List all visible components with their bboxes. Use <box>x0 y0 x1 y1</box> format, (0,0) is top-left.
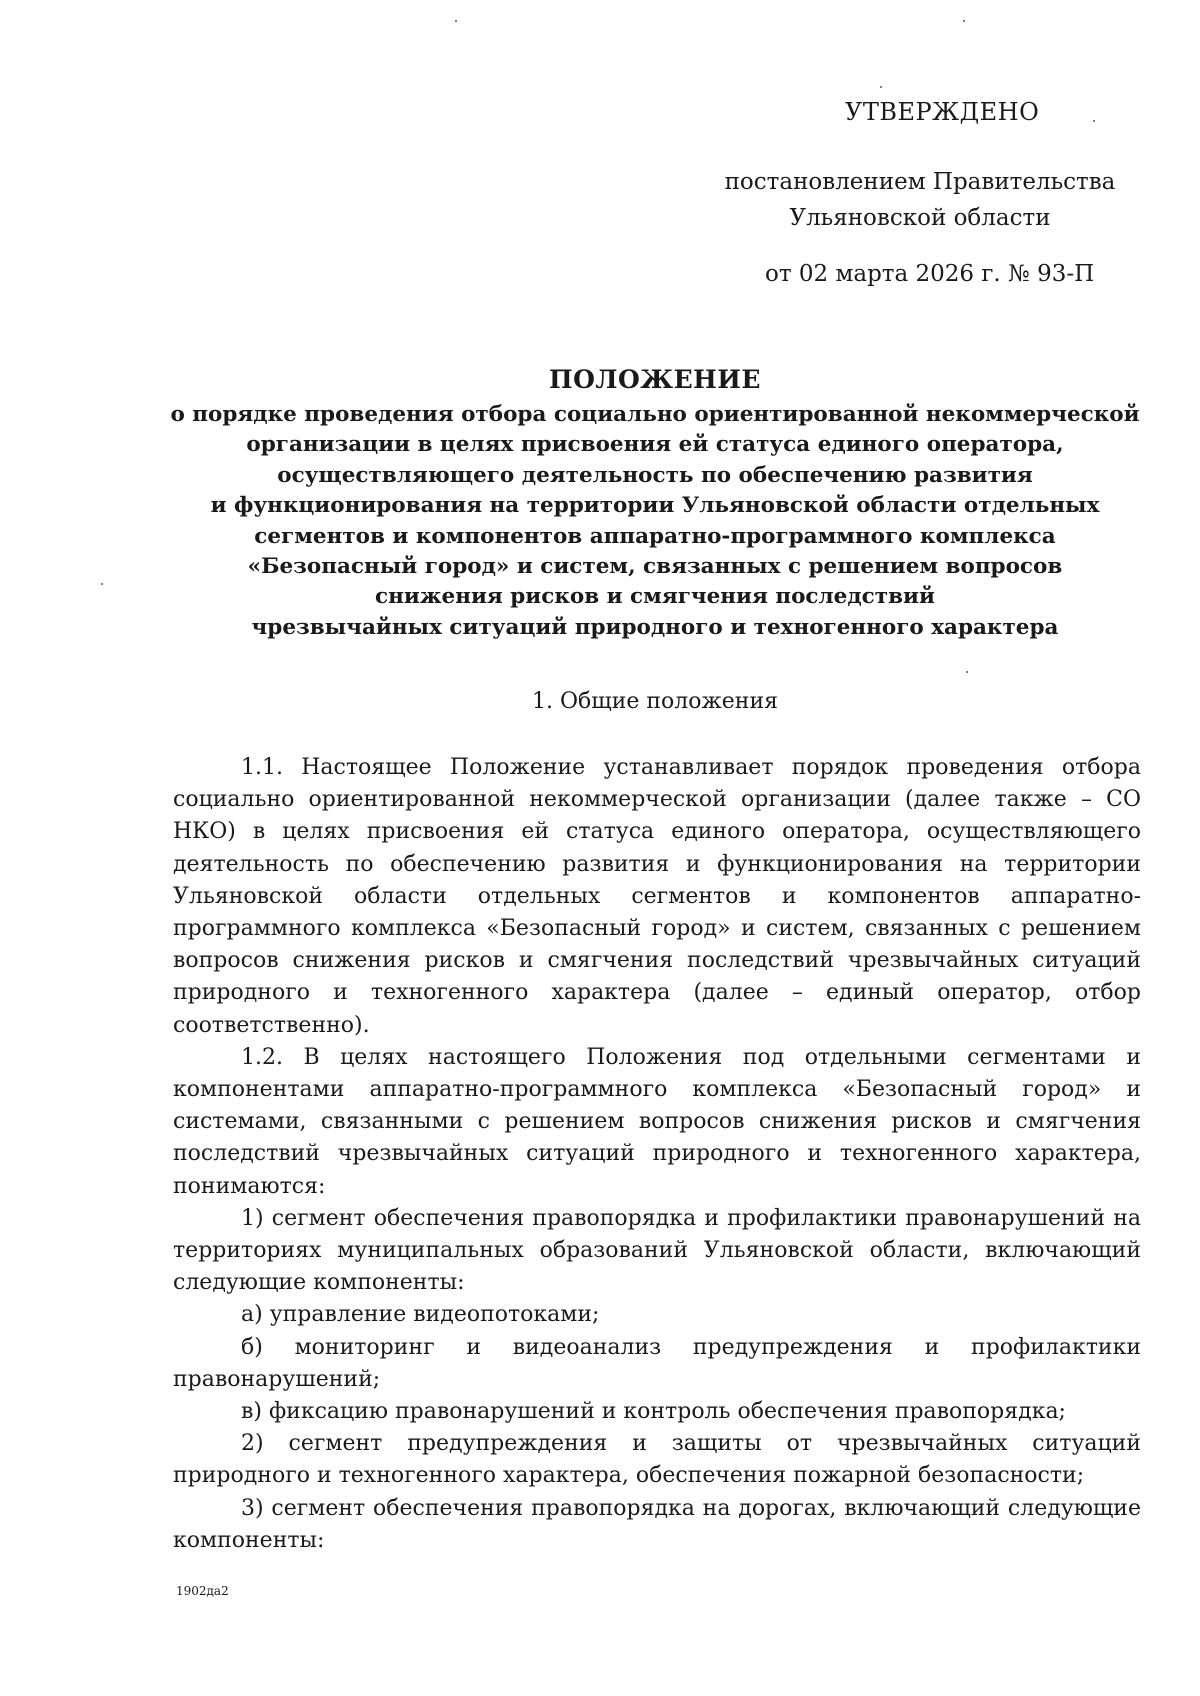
subtitle-line: чрезвычайных ситуаций природного и техногенного характера <box>251 614 1059 640</box>
resolution-line-1: постановлением Правительства <box>724 169 1116 195</box>
list-item: а) управление видеопотоками; <box>241 1302 600 1328</box>
section-body <box>173 752 1141 1557</box>
section-heading: 1. Общие положения <box>532 689 778 714</box>
approved-stamp-text: УТВЕРЖДЕНО <box>845 98 1040 126</box>
resolution-line-2: Ульяновской области <box>789 205 1051 231</box>
scan-speck <box>455 20 457 22</box>
paragraph-1-1: 1.1. Настоящее Положение устанавливает порядок проведения отбора социально ориентированной некоммерческой организации (далее также – СО НКО) в целях присвоения ей статуса единого оператора, осуществляющего деятельность по обеспечению развития и функционирования на территории Ульяновской области отдельных сегментов и компонентов аппаратно-программного комплекса «Безопасный город» и систем, связанных с решением вопросов снижения рисков и смягчения последствий чрезвычайных ситуаций природного и техногенного характера (далее – единый оператор, отбор соответственно). <box>173 755 1141 1038</box>
resolution-date-number: от 02 марта 2026 г. № 93-П <box>765 261 1095 287</box>
scan-speck <box>1093 120 1095 122</box>
paragraph-1-2: 1.2. В целях настоящего Положения под отдельными сегментами и компонентами аппаратно-программного комплекса «Безопасный город» и системами, связанными с решением вопросов снижения рисков и смягчения последствий чрезвычайных ситуаций природного и техногенного характера, понимаются: <box>173 1044 1141 1199</box>
title-subtitle <box>100 400 1200 643</box>
approval-block <box>0 0 1200 300</box>
scan-speck <box>963 20 965 22</box>
subtitle-line: о порядке проведения отбора социально ориентированной некоммерческой <box>170 402 1140 427</box>
list-item: 2) сегмент предупреждения и защиты от чрезвычайных ситуаций природного и техногенного характера, обеспечения пожарной безопасности; <box>173 1431 1141 1489</box>
document-title <box>100 360 1200 643</box>
subtitle-line: «Безопасный город» и систем, связанных с решением вопросов <box>247 554 1063 580</box>
scan-speck <box>101 583 103 585</box>
subtitle-line: сегментов и компонентов аппаратно-программного комплекса <box>254 523 1056 549</box>
subtitle-line: осуществляющего деятельность по обеспечению развития <box>277 462 1033 488</box>
subtitle-line: организации в целях присвоения ей статуса единого оператора, <box>246 432 1064 458</box>
list-item: 3) сегмент обеспечения правопорядка на дорогах, включающий следующие компоненты: <box>173 1495 1141 1553</box>
footer-code: 1902да2 <box>176 1584 229 1598</box>
list-item: в) фиксацию правонарушений и контроль обеспечения правопорядка; <box>241 1399 1066 1425</box>
title-main: ПОЛОЖЕНИЕ <box>549 365 761 394</box>
resolution-reference <box>700 164 1140 236</box>
scan-speck <box>966 671 968 673</box>
scan-speck <box>880 86 882 88</box>
subtitle-line: и функционирования на территории Ульяновской области отдельных <box>210 493 1100 519</box>
list-item: 1) сегмент обеспечения правопорядка и профилактики правонарушений на территориях муниципальных образований Ульяновской области, включающий следующие компоненты: <box>173 1205 1141 1296</box>
list-item: б) мониторинг и видеоанализ предупреждения и профилактики правонарушений; <box>173 1334 1141 1392</box>
subtitle-line: снижения рисков и смягчения последствий <box>375 584 935 610</box>
